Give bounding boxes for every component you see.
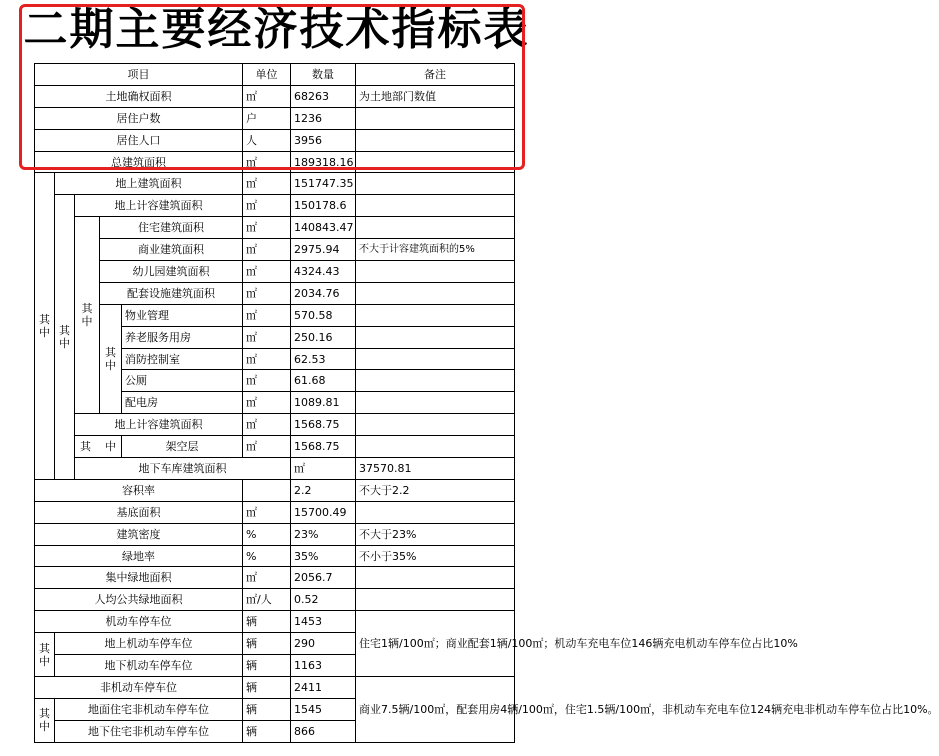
header-qty: 数量 — [291, 64, 356, 86]
table-row: 居住人口 人 3956 — [35, 129, 515, 151]
qizhong-label: 其 中 — [75, 436, 122, 458]
table-row: 其中 地面住宅非机动车停车位 辆 1545 — [35, 698, 515, 720]
table-row: 容积率 2.2 不大于2.2 — [35, 479, 515, 501]
table-row: 商业建筑面积 ㎡ 2975.94 不大于计容建筑面积的5% — [35, 239, 515, 261]
table-row: 绿地率 % 35% 不小于35% — [35, 545, 515, 567]
table-row: 基底面积 ㎡ 15700.49 — [35, 501, 515, 523]
qizhong-label: 其中 — [75, 217, 100, 414]
qizhong-label: 其中 — [35, 173, 55, 479]
table-row: 地下机动车停车位 辆 1163 — [35, 655, 515, 677]
table-row: 地下住宅非机动车停车位 辆 866 — [35, 720, 515, 742]
table-row: 总建筑面积 ㎡ 189318.16 — [35, 151, 515, 173]
header-note: 备注 — [356, 64, 515, 86]
table-row: 公厕 ㎡ 61.68 — [35, 370, 515, 392]
header-item: 项目 — [35, 64, 243, 86]
table-row: 配套设施建筑面积 ㎡ 2034.76 — [35, 282, 515, 304]
table-row: 其 中 架空层 ㎡ 1568.75 — [35, 436, 515, 458]
table-row: 地下车库建筑面积 ㎡ 37570.81 — [35, 458, 515, 480]
table-row: 幼儿园建筑面积 ㎡ 4324.43 — [35, 261, 515, 283]
table-row: 土地确权面积 ㎡ 68263 为土地部门数值 — [35, 85, 515, 107]
nonmotor-parking-note: 商业7.5辆/100㎡，配套用房4辆/100㎡，住宅1.5辆/100㎡，非机动车充电车位124辆充电非机动车停车位占比10%。 — [356, 676, 515, 742]
qizhong-label: 其中 — [35, 698, 55, 742]
table-row: 其中 地上机动车停车位 辆 290 — [35, 633, 515, 655]
table-row: 其中 地上计容建筑面积 ㎡ 150178.6 — [35, 195, 515, 217]
table-row: 非机动车停车位 辆 2411 商业7.5辆/100㎡，配套用房4辆/100㎡，住宅1.5辆/100㎡，非机动车充电车位124辆充电非机动车停车位占比10%。 — [35, 676, 515, 698]
table-row: 人均公共绿地面积 ㎡/人 0.52 — [35, 589, 515, 611]
table-row: 地上计容建筑面积 ㎡ 1568.75 — [35, 414, 515, 436]
table-row: 其中 地上建筑面积 ㎡ 151747.35 — [35, 173, 515, 195]
header-unit: 单位 — [243, 64, 291, 86]
indicator-table — [34, 63, 939, 743]
qizhong-label: 其中 — [55, 195, 75, 480]
table-row: 配电房 ㎡ 1089.81 — [35, 392, 515, 414]
table-row: 其中 物业管理 ㎡ 570.58 — [35, 304, 515, 326]
table-row: 居住户数 户 1236 — [35, 107, 515, 129]
table-row: 集中绿地面积 ㎡ 2056.7 — [35, 567, 515, 589]
qizhong-label: 其中 — [100, 304, 122, 413]
table-row: 建筑密度 % 23% 不大于23% — [35, 523, 515, 545]
table-row: 养老服务用房 ㎡ 250.16 — [35, 326, 515, 348]
table-row: 机动车停车位 辆 1453 住宅1辆/100㎡；商业配套1辆/100㎡；机动车充电车位146辆充电机动车停车位占比10% — [35, 611, 515, 633]
header-row — [35, 64, 515, 86]
motor-parking-note: 住宅1辆/100㎡；商业配套1辆/100㎡；机动车充电车位146辆充电机动车停车位占比10% — [356, 611, 515, 677]
page-title: 二期主要经济技术指标表 — [23, 4, 530, 55]
table-row: 其中 住宅建筑面积 ㎡ 140843.47 — [35, 217, 515, 239]
table-row: 消防控制室 ㎡ 62.53 — [35, 348, 515, 370]
qizhong-label: 其中 — [35, 633, 55, 677]
